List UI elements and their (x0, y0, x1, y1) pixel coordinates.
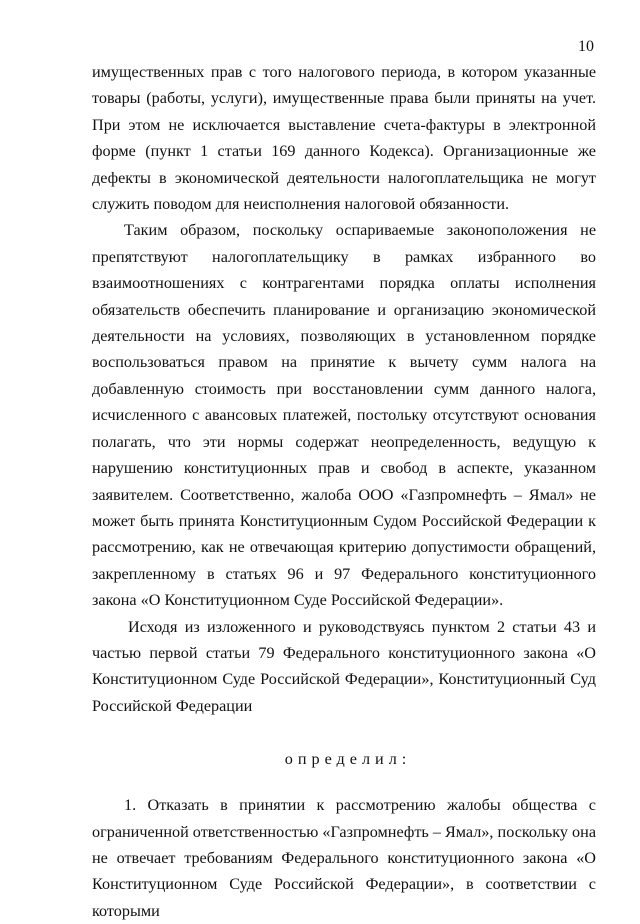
paragraph-conclusion: Таким образом, поскольку оспариваемые законоположения не препятствуют налогоплательщику в рамках избранного во взаимоотношениях с контрагентами порядка оплаты исполнения обязательств обеспечить планирование и организацию экономической деятельности на условиях, позволяющих в установленном порядке воспользоваться правом на принятие к вычету сумм налога на добавленную стоимость при восстановлении сумм данного налога, исчисленного с авансовых платежей, постольку отсутствуют основания полагать, что эти нормы содержат неопределенность, ведущую к нарушению конституционных прав и свобод в аспекте, указанном заявителем. Соответственно, жалоба ООО «Газпромнефть – Ямал» не может быть принята Конституционным Судом Российской Федерации к рассмотрению, как не отвечающая критерию допустимости обращений, закрепленному в статьях 96 и 97 Федерального конституционного закона «О Конституционном Суде Российской Федерации». (92, 221, 596, 610)
paragraph-tax-period: имущественных прав с того налогового периода, в котором указанные товары (работы, услуги), имущественные права были приняты на учет. При этом не исключается выставление счета-фактуры в электронной форме (пункт 1 статьи 169 данного Кодекса). Организационные же дефекты в экономической деятельности налогоплательщика не могут служить поводом для неисполнения налоговой обязанности. (92, 63, 596, 214)
document-body (92, 59, 596, 924)
page-number: 10 (578, 38, 594, 55)
paragraph-legal-basis: Исходя из изложенного и руководствуясь пунктом 2 статьи 43 и частью первой статьи 79 Федерального конституционного закона «О Конституционном Суде Российской Федерации», Конституционный Суд Российской Федерации (92, 617, 596, 715)
decision-item-1: 1. Отказать в принятии к рассмотрению жалобы общества с ограниченной ответственностью «Газпромнефть – Ямал», поскольку она не отвечает требованиям Федерального конституционного закона «О Конституционном Суде Российской Федерации», в соответствии с которыми (92, 796, 596, 920)
decision-heading: определил: (284, 750, 412, 769)
